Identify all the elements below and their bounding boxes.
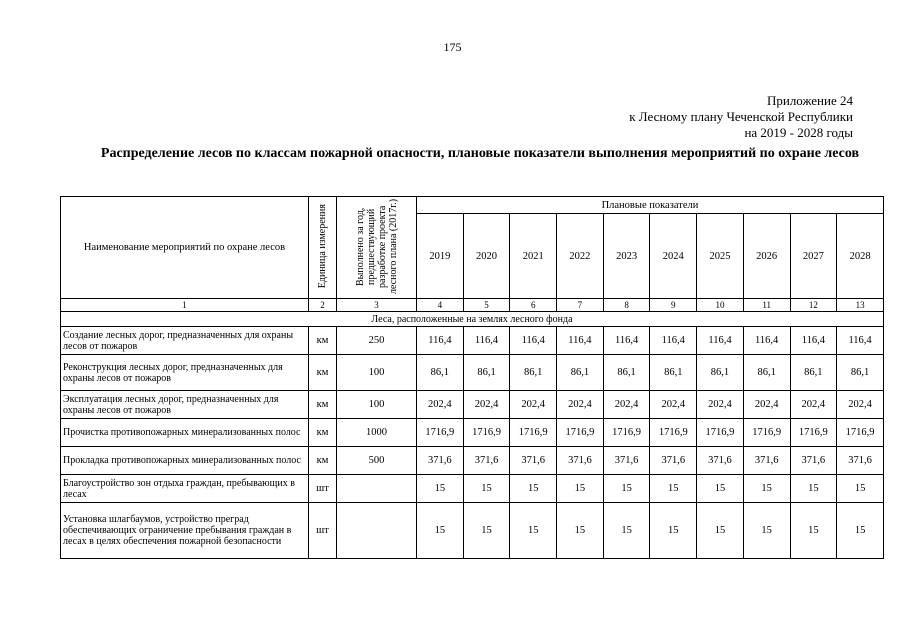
year-header: 2026 <box>743 214 790 299</box>
planned-value-cell: 202,4 <box>557 391 604 419</box>
column-number: 13 <box>837 299 884 312</box>
planned-value-cell: 202,4 <box>743 391 790 419</box>
year-header: 2023 <box>603 214 650 299</box>
header-done: Выполнено за год, предшествующий разработке проекта лесного плана (2017г.) <box>337 197 417 299</box>
year-header: 2028 <box>837 214 884 299</box>
appendix-line-3: на 2019 - 2028 годы <box>744 125 853 140</box>
column-number: 5 <box>463 299 510 312</box>
planned-value-cell: 371,6 <box>743 447 790 475</box>
unit-cell: км <box>309 327 337 355</box>
done-cell: 250 <box>337 327 417 355</box>
planned-value-cell: 371,6 <box>557 447 604 475</box>
planned-value-cell: 15 <box>743 503 790 559</box>
planned-value-cell: 1716,9 <box>557 419 604 447</box>
planned-value-cell: 1716,9 <box>743 419 790 447</box>
planned-value-cell: 202,4 <box>837 391 884 419</box>
column-number: 1 <box>61 299 309 312</box>
activity-name: Эксплуатация лесных дорог, предназначенных для охраны лесов от пожаров <box>61 391 309 419</box>
activity-name: Прокладка противопожарных минерализованных полос <box>61 447 309 475</box>
section-header: Леса, расположенные на землях лесного фонда <box>61 312 884 327</box>
planned-value-cell: 15 <box>790 503 837 559</box>
planned-value-cell: 116,4 <box>557 327 604 355</box>
done-cell: 100 <box>337 391 417 419</box>
planned-value-cell: 1716,9 <box>510 419 557 447</box>
planned-value-cell: 1716,9 <box>463 419 510 447</box>
planned-value-cell: 1716,9 <box>603 419 650 447</box>
planned-value-cell: 202,4 <box>603 391 650 419</box>
planned-value-cell: 86,1 <box>790 355 837 391</box>
planned-value-cell: 15 <box>650 475 697 503</box>
planned-value-cell: 15 <box>697 503 744 559</box>
planned-value-cell: 371,6 <box>790 447 837 475</box>
planned-value-cell: 15 <box>463 475 510 503</box>
planned-value-cell: 1716,9 <box>650 419 697 447</box>
activity-name: Благоустройство зон отдыха граждан, пребывающих в лесах <box>61 475 309 503</box>
planned-value-cell: 371,6 <box>650 447 697 475</box>
unit-cell: км <box>309 419 337 447</box>
column-number: 3 <box>337 299 417 312</box>
planned-value-cell: 371,6 <box>510 447 557 475</box>
header-unit: Единица измерения <box>309 197 337 299</box>
planned-value-cell: 86,1 <box>603 355 650 391</box>
planned-value-cell: 371,6 <box>463 447 510 475</box>
planned-value-cell: 15 <box>463 503 510 559</box>
table-row <box>61 447 884 475</box>
planned-value-cell: 371,6 <box>603 447 650 475</box>
unit-cell: км <box>309 447 337 475</box>
planned-value-cell: 15 <box>417 475 464 503</box>
column-number: 9 <box>650 299 697 312</box>
planned-value-cell: 15 <box>743 475 790 503</box>
planned-value-cell: 116,4 <box>790 327 837 355</box>
year-header: 2024 <box>650 214 697 299</box>
unit-cell: км <box>309 355 337 391</box>
planned-value-cell: 15 <box>510 475 557 503</box>
planned-value-cell: 1716,9 <box>790 419 837 447</box>
year-header: 2027 <box>790 214 837 299</box>
table-row <box>61 419 884 447</box>
planned-value-cell: 1716,9 <box>417 419 464 447</box>
column-number: 2 <box>309 299 337 312</box>
planned-value-cell: 116,4 <box>837 327 884 355</box>
activity-name: Создание лесных дорог, предназначенных для охраны лесов от пожаров <box>61 327 309 355</box>
planned-value-cell: 86,1 <box>463 355 510 391</box>
appendix-line-2: к Лесному плану Чеченской Республики <box>629 109 853 124</box>
table-row <box>61 503 884 559</box>
page-number: 175 <box>443 40 462 54</box>
column-number: 10 <box>697 299 744 312</box>
planned-value-cell: 86,1 <box>510 355 557 391</box>
planned-value-cell: 116,4 <box>743 327 790 355</box>
planned-value-cell: 371,6 <box>837 447 884 475</box>
planned-value-cell: 202,4 <box>790 391 837 419</box>
planned-value-cell: 86,1 <box>837 355 884 391</box>
column-number: 6 <box>510 299 557 312</box>
planned-value-cell: 371,6 <box>417 447 464 475</box>
year-header: 2020 <box>463 214 510 299</box>
column-number: 11 <box>743 299 790 312</box>
planned-value-cell: 15 <box>603 475 650 503</box>
year-header: 2019 <box>417 214 464 299</box>
done-cell <box>337 503 417 559</box>
planned-value-cell: 202,4 <box>417 391 464 419</box>
activity-name: Установка шлагбаумов, устройство преград обеспечивающих ограничение пребывания граждан в лесах в целях обеспечения пожарной безопасности <box>61 503 309 559</box>
planned-value-cell: 15 <box>557 475 604 503</box>
planned-value-cell: 202,4 <box>510 391 557 419</box>
planned-value-cell: 15 <box>790 475 837 503</box>
unit-cell: шт <box>309 475 337 503</box>
planned-value-cell: 15 <box>650 503 697 559</box>
planned-value-cell: 202,4 <box>697 391 744 419</box>
planned-value-cell: 15 <box>510 503 557 559</box>
unit-cell: км <box>309 391 337 419</box>
planned-value-cell: 86,1 <box>697 355 744 391</box>
table-row <box>61 391 884 419</box>
table-row <box>61 355 884 391</box>
table-row <box>61 475 884 503</box>
header-name: Наименование мероприятий по охране лесов <box>61 197 309 299</box>
planned-value-cell: 15 <box>417 503 464 559</box>
done-cell: 100 <box>337 355 417 391</box>
year-header: 2025 <box>697 214 744 299</box>
done-cell: 1000 <box>337 419 417 447</box>
planned-value-cell: 116,4 <box>650 327 697 355</box>
appendix-note <box>629 93 853 141</box>
column-number: 12 <box>790 299 837 312</box>
activity-name: Прочистка противопожарных минерализованных полос <box>61 419 309 447</box>
planned-value-cell: 86,1 <box>650 355 697 391</box>
activity-name: Реконструкция лесных дорог, предназначенных для охраны лесов от пожаров <box>61 355 309 391</box>
planned-value-cell: 86,1 <box>417 355 464 391</box>
planned-value-cell: 15 <box>697 475 744 503</box>
table-row <box>61 327 884 355</box>
planned-value-cell: 15 <box>603 503 650 559</box>
planned-value-cell: 1716,9 <box>697 419 744 447</box>
planned-value-cell: 202,4 <box>650 391 697 419</box>
done-cell <box>337 475 417 503</box>
planned-value-cell: 116,4 <box>603 327 650 355</box>
unit-cell: шт <box>309 503 337 559</box>
planned-value-cell: 371,6 <box>697 447 744 475</box>
planned-value-cell: 116,4 <box>697 327 744 355</box>
document-title: Распределение лесов по классам пожарной опасности, плановые показатели выполнения мероприятий по охране лесов <box>100 146 860 161</box>
planned-value-cell: 1716,9 <box>837 419 884 447</box>
planned-value-cell: 86,1 <box>557 355 604 391</box>
planned-value-cell: 15 <box>837 503 884 559</box>
planned-value-cell: 116,4 <box>463 327 510 355</box>
planned-value-cell: 15 <box>837 475 884 503</box>
planned-value-cell: 202,4 <box>463 391 510 419</box>
done-cell: 500 <box>337 447 417 475</box>
column-number: 4 <box>417 299 464 312</box>
fire-protection-table <box>60 196 884 559</box>
year-header: 2022 <box>557 214 604 299</box>
planned-value-cell: 116,4 <box>417 327 464 355</box>
planned-value-cell: 86,1 <box>743 355 790 391</box>
header-planned: Плановые показатели <box>417 197 884 214</box>
planned-value-cell: 15 <box>557 503 604 559</box>
column-number: 7 <box>557 299 604 312</box>
planned-value-cell: 116,4 <box>510 327 557 355</box>
column-number: 8 <box>603 299 650 312</box>
appendix-line-1: Приложение 24 <box>766 93 853 108</box>
year-header: 2021 <box>510 214 557 299</box>
